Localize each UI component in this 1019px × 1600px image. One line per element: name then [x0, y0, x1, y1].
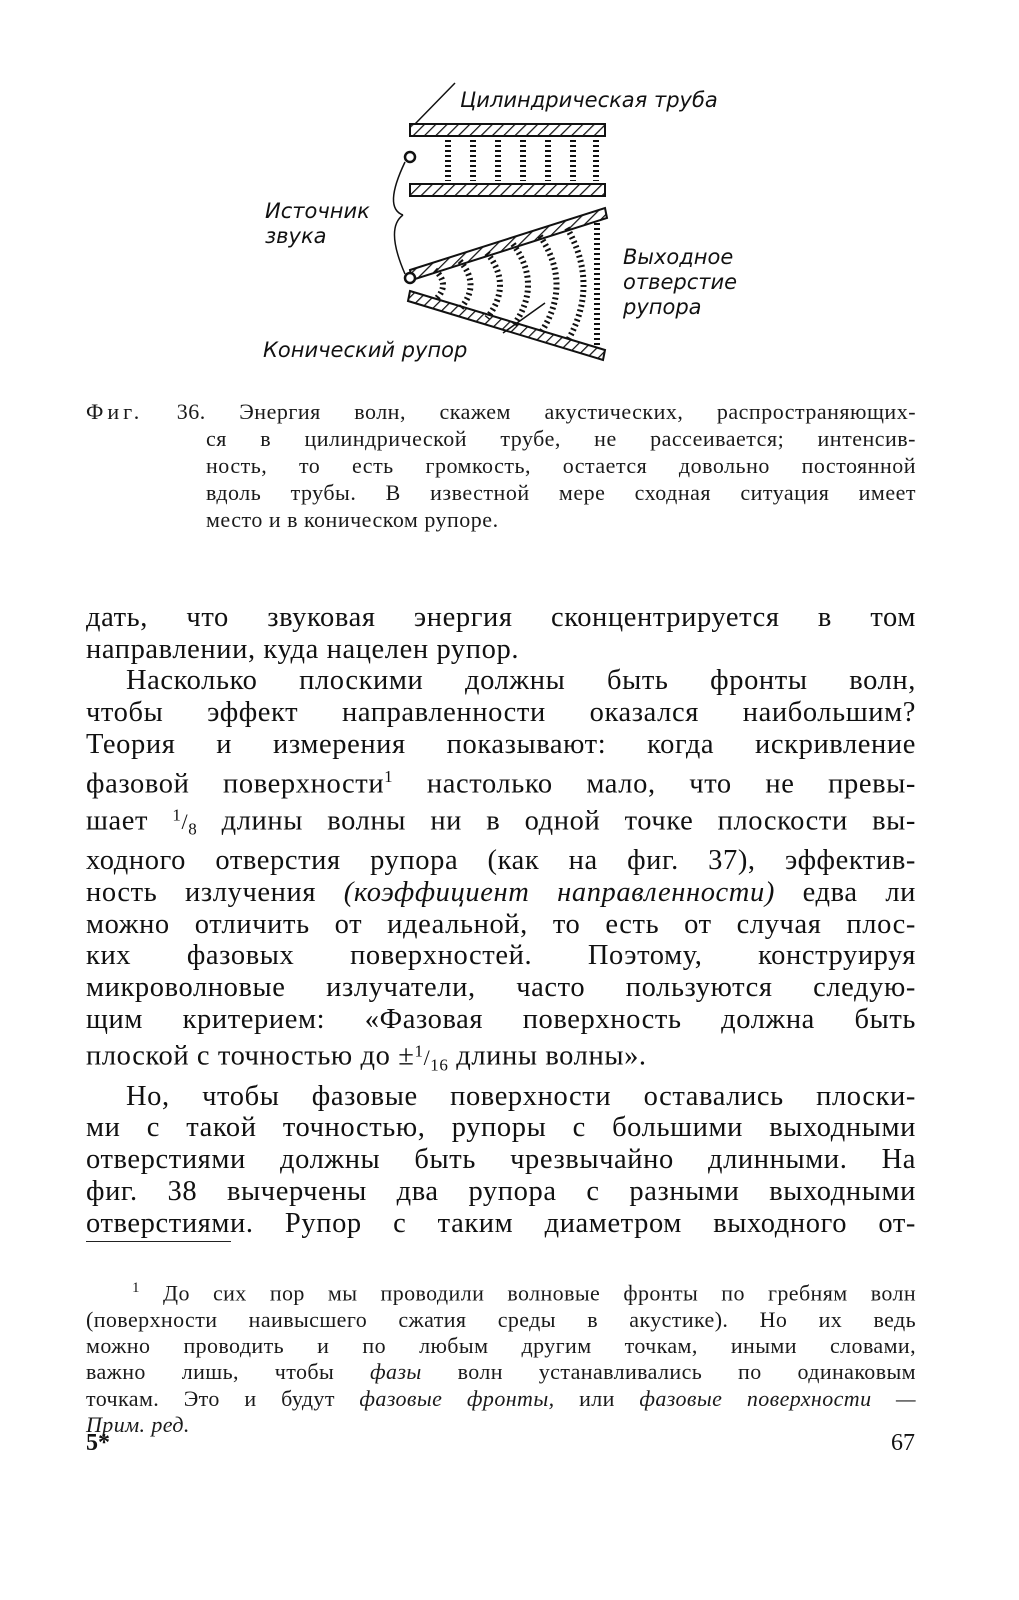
- printer-signature: 5*: [86, 1430, 110, 1456]
- footnote-line: точкам. Это и будут фазовые фронты, или фазовые поверхности —: [86, 1385, 916, 1411]
- text-line: плоской с точностью до $\pm^1/_{16}$ длины волны».: [86, 1040, 647, 1075]
- text-line: Теория и измерения показывают: когда искривление: [86, 728, 916, 760]
- fraction-one-sixteenth: $^1/_{16}$: [414, 1041, 449, 1075]
- text-line: Насколько плоскими должны быть фронты волн,: [126, 665, 916, 697]
- term-directivity: (коэффициент направленности): [343, 876, 775, 908]
- text-line: ми с такой точностью, рупоры с большими выходными: [86, 1112, 916, 1144]
- figure-caption: [86, 398, 916, 533]
- label-exit-line2: отверстие: [623, 270, 738, 294]
- text-line: фазовой поверхности$^1$ настолько мало, что не превы-: [86, 766, 916, 800]
- tube-wavefronts: [448, 140, 596, 181]
- text-line: щим критерием: «Фазовая поверхность должна быть: [86, 1003, 916, 1035]
- caption-line: ность, то есть громкость, остается довольно постоянной: [206, 453, 916, 478]
- tube-source-icon: [405, 152, 415, 162]
- text-line: Но, чтобы фазовые поверхности оставались плоски-: [126, 1080, 916, 1112]
- fraction-one-eighth: $^1/_8$: [172, 805, 198, 839]
- figure-drawing: [255, 78, 775, 378]
- label-exit-line1: Выходное: [623, 245, 734, 269]
- source-leader-lines: [393, 162, 405, 274]
- footnote-line: $^1$ До сих пор мы проводили волновые фронты по гребням волн: [132, 1280, 916, 1306]
- footnote-divider: [86, 1241, 231, 1242]
- label-cylindrical-tube: Цилиндрическая труба: [460, 88, 718, 112]
- caption-line: ся в цилиндрической трубе, не рассеивается; интенсив-: [206, 426, 916, 451]
- text-line: шает $^1/_8$ длины волны ни в одной точке плоскости вы-: [86, 805, 916, 839]
- text-line: можно отличить от идеальной, то есть от случая плос-: [86, 908, 916, 940]
- caption-number: 36.: [176, 399, 206, 424]
- page-number: 67: [891, 1430, 915, 1456]
- label-conical-horn: Конический рупор: [263, 338, 468, 362]
- text-line: чтобы эффект направленности оказался наибольшим?: [86, 697, 916, 729]
- text-line: фиг. 38 вычерчены два рупора с разными выходными: [86, 1175, 916, 1207]
- footnote: [86, 1275, 916, 1438]
- caption-line: место и в коническом рупоре.: [206, 507, 499, 532]
- label-exit-line3: рупора: [623, 295, 702, 319]
- horn-source-icon: [405, 273, 415, 283]
- label-source-line2: звука: [265, 224, 327, 248]
- footnote-marker: 1: [132, 1280, 140, 1296]
- footnote-line: важно лишь, чтобы фазы волн устанавливались по одинаковым: [86, 1359, 917, 1385]
- text-line: дать, что звуковая энергия сконцентрируется в том: [86, 602, 916, 633]
- footnote-line: (поверхности наивысшего сжатия среды в акустике). Но их ведь: [86, 1306, 916, 1332]
- footnote-line: Прим. ред.: [86, 1411, 190, 1437]
- footnote-ref: 1: [384, 766, 394, 786]
- label-source-line1: Источник: [265, 199, 370, 223]
- main-text: [86, 602, 916, 1239]
- caption-line: Энергия волн, скажем акустических, распространяющих-: [239, 399, 917, 424]
- text-line: микроволновые излучатели, часто пользуются следую-: [86, 971, 916, 1003]
- text-line: направлении, куда нацелен рупор.: [86, 633, 520, 665]
- text-line: отверстиями. Рупор с таким диаметром выходного от-: [86, 1207, 916, 1239]
- caption-prefix: Фиг.: [86, 399, 144, 424]
- text-line: ких фазовых поверхностей. Поэтому, конструируя: [86, 940, 916, 972]
- caption-line: вдоль трубы. В известной мере сходная ситуация имеет: [206, 480, 916, 505]
- text-line: ность излучения (коэффициент направленности) едва ли: [86, 876, 916, 908]
- footnote-line: можно проводить и по любым другим точкам, иными словами,: [86, 1332, 916, 1358]
- text-line: ходного отверстия рупора (как на фиг. 37), эффектив-: [86, 845, 916, 877]
- figure-36: [255, 78, 775, 378]
- text-line: отверстиями должны быть чрезвычайно длинными. На: [86, 1144, 916, 1176]
